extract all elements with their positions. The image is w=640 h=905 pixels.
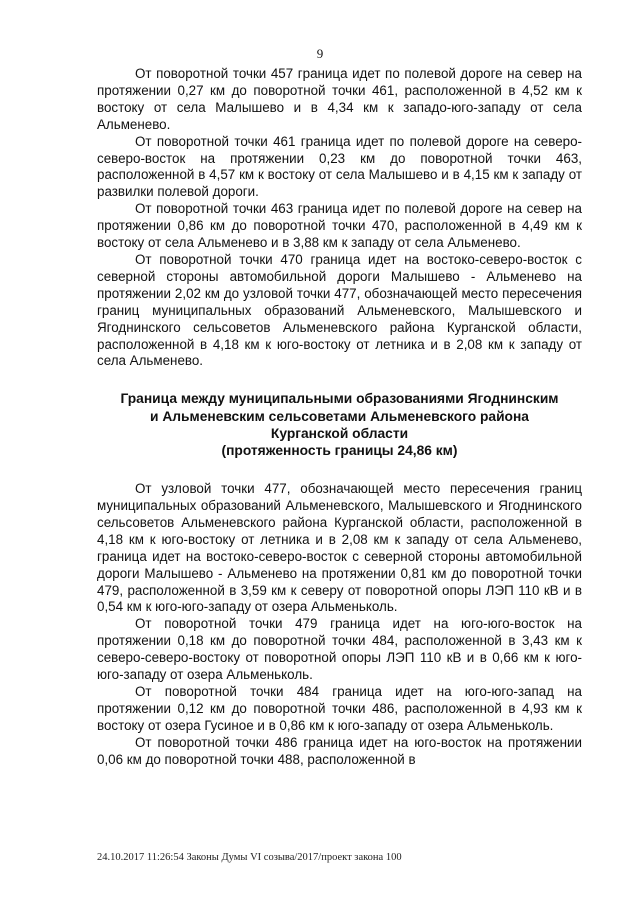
paragraph: От поворотной точки 484 граница идет на юго-юго-запад на протяжении 0,12 км до поворотной точки 486, расположенной в 4,93 км к востоку от озера Гусиное и в 0,86 км к юго-западу от озера Альменьколь. bbox=[97, 684, 582, 733]
heading-line: (протяженность границы 24,86 км) bbox=[221, 442, 458, 458]
heading-line: Граница между муниципальными образованиями Ягоднинским bbox=[120, 391, 559, 407]
paragraph: От поворотной точки 461 граница идет по полевой дороге на северо-северо-восток на протяжении 0,23 км до поворотной точки 463, расположенной в 4,57 км к востоку от села Малышево и в 4,15 км к западу от развилки полевой дороги. bbox=[97, 133, 582, 200]
paragraph: От узловой точки 477, обозначающей место пересечения границ муниципальных образований Альменевского, Малышевского и Ягоднинского сельсоветов Альменевского района Курганской области, расположенной в 4,18 км к юго-востоку от летника и в 2,08 км к западу от села Альменево, граница идет на востоко-северо-восток с северной стороны автомобильной дороги Малышево - Альменево на протяжении 0,81 км до поворотной точки 479, расположенной в 3,59 км к северу от поворотной опоры ЛЭП 110 кВ и в 0,54 км к юго-юго-западу от озера Альменьколь. bbox=[97, 481, 582, 615]
paragraph: От поворотной точки 463 граница идет по полевой дороге на север на протяжении 0,86 км до поворотной точки 470, расположенной в 4,49 км к востоку от села Альменево и в 3,88 км к западу от села Альменево. bbox=[97, 201, 582, 251]
section-heading bbox=[97, 390, 582, 459]
paragraph: От поворотной точки 479 граница идет на юго-юго-восток на протяжении 0,18 км до поворотной точки 484, расположенной в 3,43 км к северо-северо-востоку от поворотной опоры ЛЭП 110 кВ и в 0,66 км к юго-юго-западу от озера Альменьколь. bbox=[97, 616, 582, 683]
paragraph: От поворотной точки 470 граница идет на востоко-северо-восток с северной стороны автомобильной дороги Малышево - Альменево на протяжении 2,02 км до узловой точки 477, обозначающей место пересечения границ муниципальных образований Альменевского, Малышевского и Ягоднинского сельсоветов Альменевского района Курганской области, расположенной в 4,18 км к юго-востоку от летника и в 2,08 км к западу от села Альменево. bbox=[97, 251, 582, 369]
page-number: 9 bbox=[316, 46, 324, 61]
footer-path: 24.10.2017 11:26:54 Законы Думы VI созыва/2017/проект закона 100 bbox=[97, 852, 402, 863]
document-body bbox=[97, 66, 582, 769]
paragraph: От поворотной точки 486 граница идет на юго-восток на протяжении 0,06 км до поворотной точки 488, расположенной в bbox=[97, 734, 582, 767]
paragraph: От поворотной точки 457 граница идет по полевой дороге на север на протяжении 0,27 км до поворотной точки 461, расположенной в 4,52 км к востоку от села Малышево и в 4,34 км к западо-юго-западу от села Альменево. bbox=[97, 66, 582, 132]
heading-line: и Альменевским сельсоветами Альменевского района bbox=[150, 408, 529, 424]
heading-line: Курганской области bbox=[270, 425, 409, 441]
